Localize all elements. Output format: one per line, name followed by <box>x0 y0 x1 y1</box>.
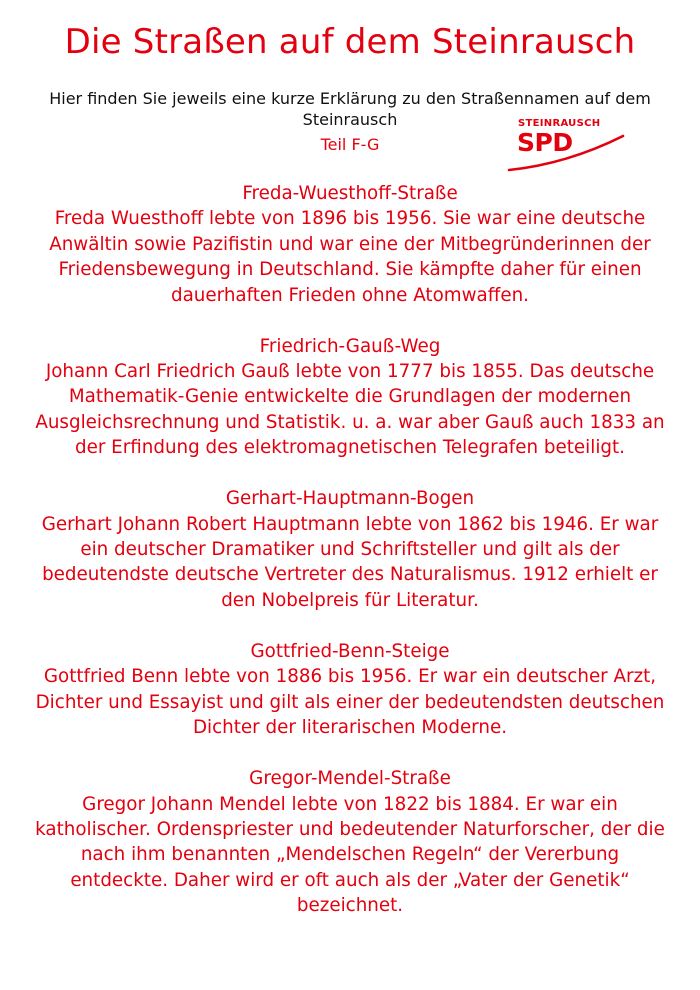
street-entry <box>30 486 670 613</box>
street-description: Gerhart Johann Robert Hauptmann lebte von 1862 bis 1946. Er war ein deutscher Dramatiker und Schriftsteller und gilt als der bedeutendste deutsche Vertreter des Naturalismus. 1912 erhielt er den Nobelpreis für Literatur. <box>41 513 659 611</box>
spd-steinrausch-logo <box>505 112 635 180</box>
street-description: Johann Carl Friedrich Gauß lebte von 1777 bis 1855. Das deutsche Mathematik-Genie entwickelte die Grundlagen der modernen Ausgleichsrechnung und Statistik. u. a. war aber Gauß auch 1833 an der Erfindung des elektromagnetischen Telegrafen beteiligt. <box>35 361 665 459</box>
street-entries <box>30 181 670 919</box>
street-entry <box>30 181 670 308</box>
street-description: Gregor Johann Mendel lebte von 1822 bis 1884. Er war ein katholischer. Ordenspriester und bedeutender Naturforscher, der die nach ihm benannten „Mendelschen Regeln“ der Vererbung entdeckte. Daher wird er oft auch als der „Vater der Genetik“ bezeichnet. <box>35 793 665 917</box>
intro-text: Hier finden Sie jeweils eine kurze Erklärung zu den Straßennamen auf dem Steinrausch <box>49 89 651 129</box>
street-name: Gottfried-Benn-Steige <box>250 640 450 662</box>
street-name: Friedrich-Gauß-Weg <box>259 335 441 357</box>
street-name: Freda-Wuesthoff-Straße <box>242 183 458 204</box>
street-entry <box>30 639 670 741</box>
page-title: Die Straßen auf dem Steinrausch <box>64 22 636 62</box>
logo-swoosh <box>505 112 635 180</box>
street-entry <box>30 766 670 918</box>
logo-steinrausch-text: STEINRAUSCH <box>518 118 601 129</box>
logo-spd-text: SPD <box>517 128 573 157</box>
street-name: Gerhart-Hauptmann-Bogen <box>225 488 475 510</box>
street-description: Gottfried Benn lebte von 1886 bis 1956. Er war ein deutscher Arzt, Dichter und Essayist und gilt als einer der bedeutendsten deutschen Dichter der literarischen Moderne. <box>35 666 665 739</box>
street-description: Freda Wuesthoff lebte von 1896 bis 1956. Sie war eine deutsche Anwältin sowie Pazifistin und war eine der Mitbegründerinnen der Friedensbewegung in Deutschland. Sie kämpfte daher für einen dauerhaften Frieden ohne Atomwaffen. <box>49 208 651 306</box>
part-label: Teil F-G <box>320 135 380 154</box>
street-entry <box>30 334 670 461</box>
street-name: Gregor-Mendel-Straße <box>249 768 451 790</box>
